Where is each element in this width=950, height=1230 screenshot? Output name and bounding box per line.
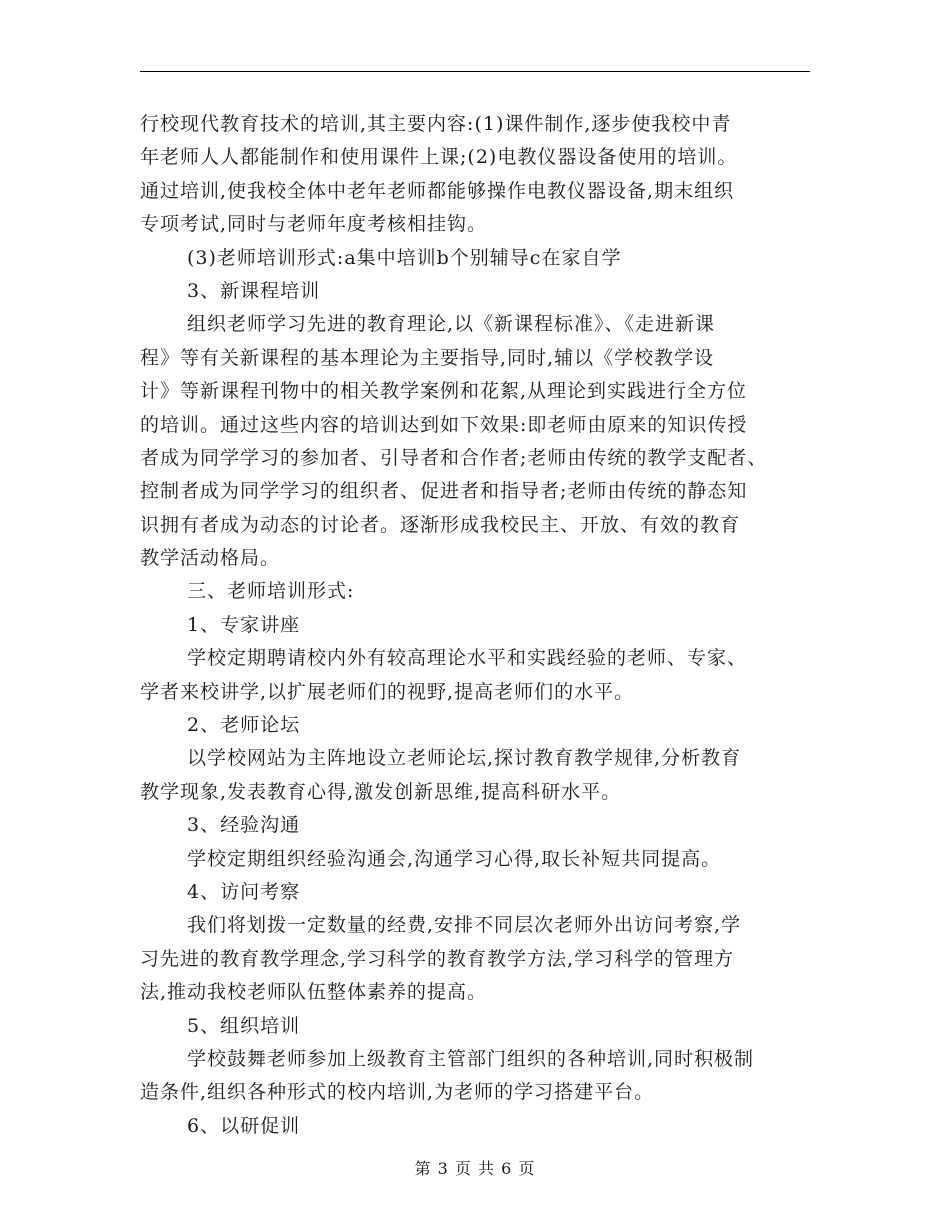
body-line: 计》等新课程刊物中的相关教学案例和花絮,从理论到实践进行全方位 (140, 380, 748, 403)
body-line: (3)老师培训形式:a集中培训b个别辅导c在家自学 (187, 246, 622, 269)
section-heading: 3、新课程培训 (187, 279, 321, 302)
section-heading: 6、以研促训 (187, 1114, 301, 1137)
body-line: 学校定期组织经验沟通会,沟通学习心得,取长补短共同提高。 (187, 847, 722, 870)
body-line: 行校现代教育技术的培训,其主要内容:(1)课件制作,逐步使我校中青 (140, 113, 732, 135)
section-heading: 2、老师论坛 (187, 714, 301, 737)
body-line: 我们将划拨一定数量的经费,安排不同层次老师外出访问考察,学 (187, 914, 742, 937)
body-line: 教学现象,发表教育心得,激发创新思维,提高科研水平。 (140, 780, 622, 803)
page-number: 第 3 页 共 6 页 (414, 1159, 536, 1178)
body-line: 者成为同学学习的参加者、引导者和合作者;老师由传统的教学支配者、 (140, 446, 768, 469)
section-heading: 3、经验沟通 (187, 814, 301, 837)
body-line: 学校鼓舞老师参加上级教育主管部门组织的各种培训,同时积极制 (187, 1047, 755, 1070)
body-line: 教学活动格局。 (140, 547, 281, 570)
document-body (140, 108, 830, 1143)
header-rule (140, 71, 810, 72)
body-line: 学者来校讲学,以扩展老师们的视野,提高老师们的水平。 (140, 680, 635, 703)
body-line: 造条件,组织各种形式的校内培训,为老师的学习搭建平台。 (140, 1081, 655, 1104)
section-heading: 1、专家讲座 (187, 613, 301, 636)
body-line: 识拥有者成为动态的讨论者。逐渐形成我校民主、开放、有效的教育 (140, 513, 741, 536)
section-heading: 三、老师培训形式: (187, 580, 355, 603)
body-line: 通过培训,使我校全体中老年老师都能够操作电教仪器设备,期末组织 (140, 179, 735, 202)
body-line: 控制者成为同学学习的组织者、促进者和指导者;老师由传统的静态知 (140, 480, 748, 503)
body-line: 以学校网站为主阵地设立老师论坛,探讨教育教学规律,分析教育 (187, 747, 742, 770)
body-line: 程》等有关新课程的基本理论为主要指导,同时,辅以《学校教学设 (140, 346, 715, 369)
body-line: 的培训。通过这些内容的培训达到如下效果:即老师由原来的知识传授 (140, 413, 748, 436)
body-line: 年老师人人都能制作和使用课件上课;(2)电教仪器设备使用的培训。 (140, 146, 738, 169)
body-line: 学校定期聘请校内外有较高理论水平和实践经验的老师、专家、 (187, 647, 748, 670)
body-line: 法,推动我校老师队伍整体素养的提高。 (140, 981, 488, 1004)
body-line: 组织老师学习先进的教育理论,以《新课程标准》、《走进新课 (187, 313, 716, 336)
section-heading: 4、访问考察 (187, 880, 301, 903)
body-line: 习先进的教育教学理念,学习科学的教育教学方法,学习科学的管理方 (140, 947, 735, 970)
body-line: 专项考试,同时与老师年度考核相挂钩。 (140, 213, 488, 236)
section-heading: 5、组织培训 (187, 1014, 301, 1037)
